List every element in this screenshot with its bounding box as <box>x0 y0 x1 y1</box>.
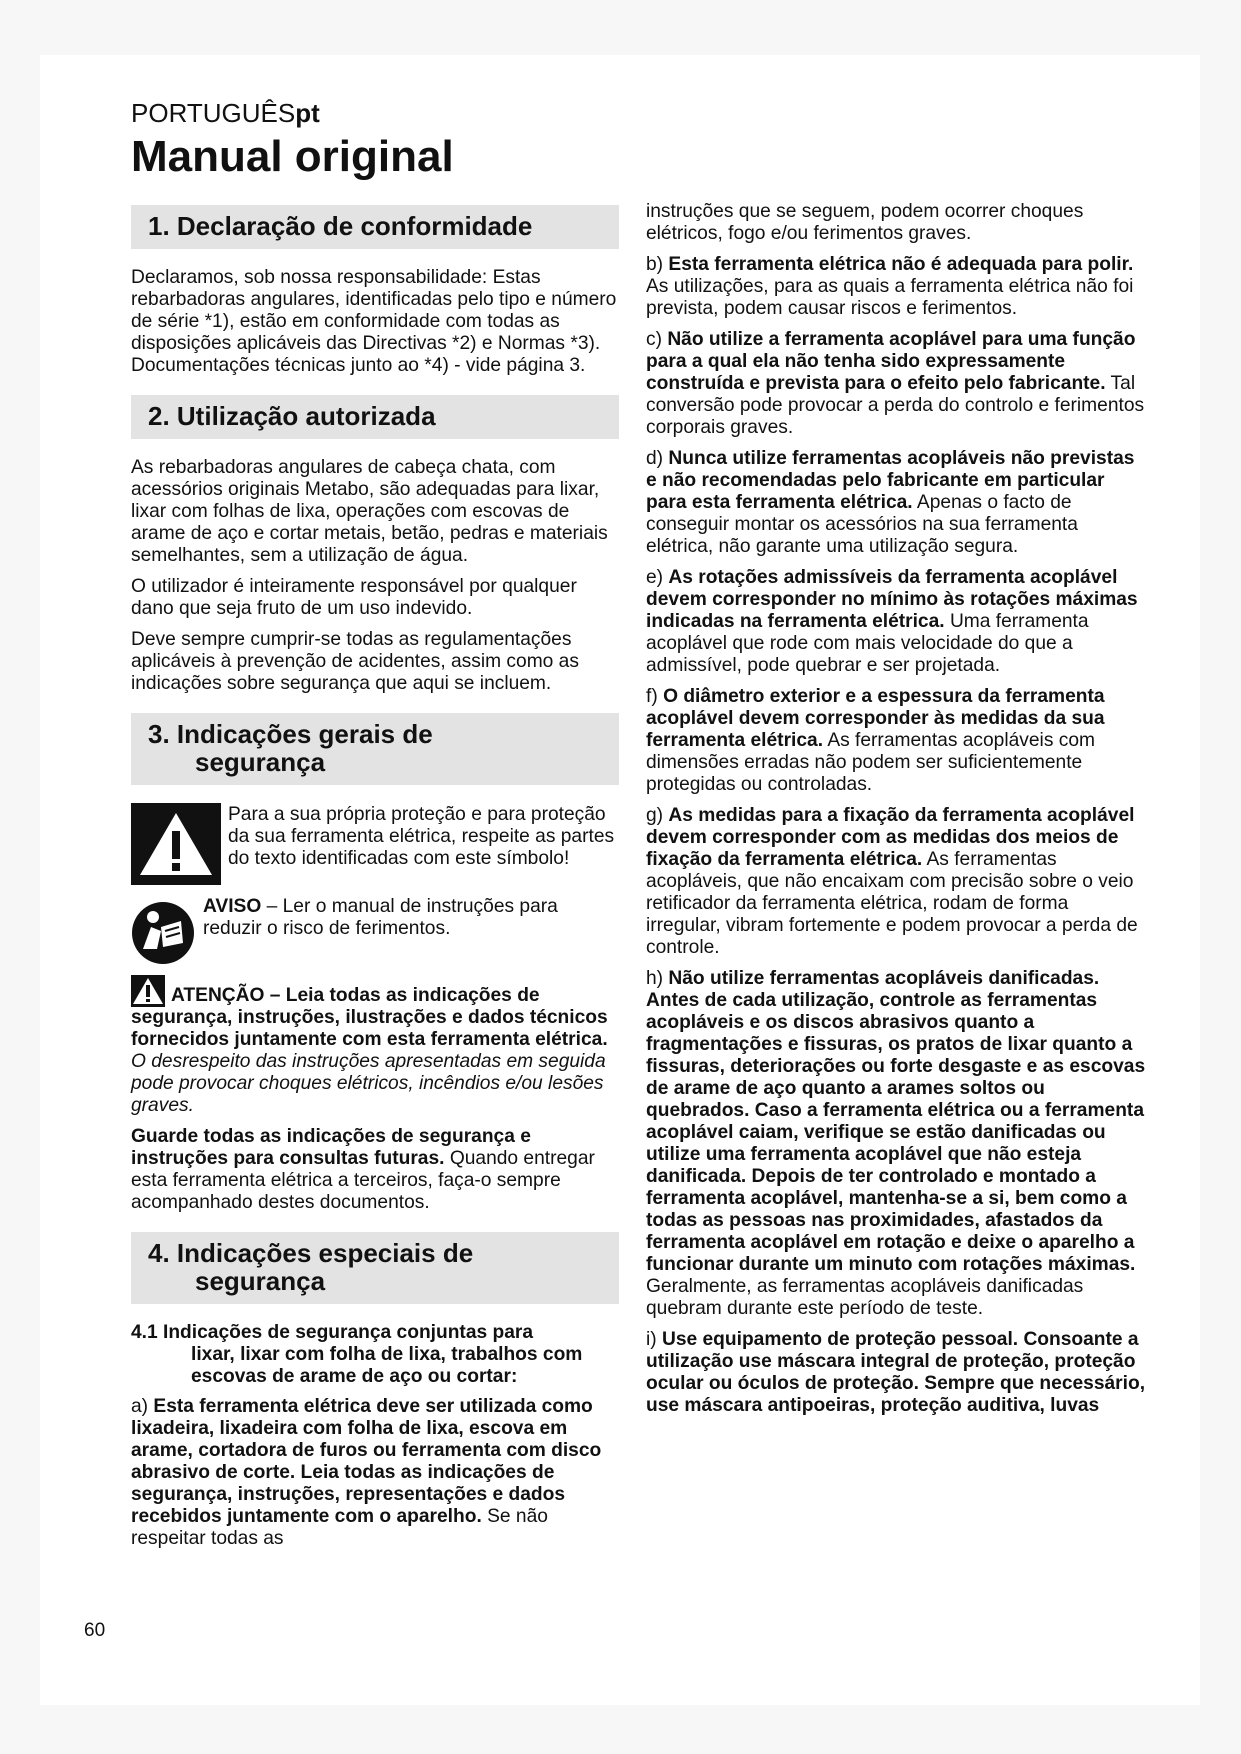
warning-triangle-icon <box>131 803 221 885</box>
item-i: i) Use equipamento de proteção pessoal. Consoante a utilização use máscara integral de proteção, proteção ocular ou óculos de proteção. Sempre que necessário, use máscara antipoeiras, proteção auditiva, luvas <box>646 1329 1146 1416</box>
right-column <box>646 201 1146 1426</box>
small-warning-icon <box>131 975 165 1007</box>
item-c: c) Não utilize a ferramenta acoplável para uma função para a qual ela não tenha sido expressamente construída e prevista para o efeito pelo fabricante. Tal conversão pode provocar a perda do controlo e ferimentos corporais graves. <box>646 329 1145 438</box>
aviso-text: AVISO – Ler o manual de instruções para reduzir o risco de ferimentos. <box>203 896 558 939</box>
item-g: g) As medidas para a fixação da ferramenta acoplável devem corresponder com as medidas dos meios de fixação da ferramenta elétrica. As ferramentas acopláveis, que não encaixam com precisão sobre o veio retificador da ferramenta elétrica, rodam de forma irregular, vibram fortemente e podem provocar a perda de controle. <box>646 805 1138 958</box>
item-h: h) Não utilize ferramentas acopláveis danificadas. Antes de cada utilização, controle as ferramentas acopláveis e os discos abrasivos quanto a fragmentações e fissuras, os pratos de lixar quanto a fissuras, deteriorações ou forte desgaste e as escovas de arame de aço quanto a arames soltos ou quebrados. Caso a ferramenta elétrica ou a ferramenta acoplável caiam, verifique se estão danificadas ou utilize uma ferramenta acoplável que não esteja danificada. Depois de ter controlado e montado a ferramenta acoplável, mantenha-se a si, bem como a todas as pessoas nas proximidades, afastados da ferramenta acoplável em rotação e deixe o aparelho a funcionar durante um minuto com rotações máximas. Geralmente, as ferramentas acopláveis danificadas quebram durante este período de teste. <box>646 968 1146 1319</box>
guarde-paragraph: Guarde todas as indicações de segurança e instruções para consultas futuras. Quando entregar esta ferramenta elétrica a terceiros, faça-o sempre acompanhado destes documentos. <box>131 1126 595 1213</box>
read-manual-icon <box>131 901 195 965</box>
item-f: f) O diâmetro exterior e a espessura da ferramenta acoplável devem corresponder às medidas da sua ferramenta elétrica. As ferramentas acopláveis com dimensões erradas não podem ser suficientemente protegidas ou controladas. <box>646 686 1105 795</box>
section-2-heading: 2. Utilização autorizada <box>131 395 619 439</box>
item-b: b) Esta ferramenta elétrica não é adequada para polir. As utilizações, para as quais a ferramenta elétrica não foi prevista, podem causar riscos e ferimentos. <box>646 254 1134 319</box>
section-2-paragraph: As rebarbadoras angulares de cabeça chata, com acessórios originais Metabo, são adequadas para lixar, lixar com folhas de lixa, operações com escovas de arame de aço e cortar metais, betão, pedras e materiais semelhantes, sem a utilização de água. <box>131 457 608 566</box>
section-3-heading: 3. Indicações gerais de segurança <box>131 713 619 785</box>
warning-symbol-text: Para a sua própria proteção e para proteção da sua ferramenta elétrica, respeite as partes do texto identificadas com este símbolo! <box>228 804 615 869</box>
section-1-body: Declaramos, sob nossa responsabilidade: Estas rebarbadoras angulares, identificadas pelo tipo e número de série *1), estão em conformidade com todas as disposições aplicáveis das Directivas *2) e Normas *3). Documentações técnicas junto ao *4) - vide página 3. <box>131 267 617 376</box>
item-d: d) Nunca utilize ferramentas acopláveis não previstas e não recomendadas pelo fabricante em particular para esta ferramenta elétrica. Apenas o facto de conseguir montar os acessórios na sua ferramenta elétrica, não garante uma utilização segura. <box>646 448 1135 557</box>
continued-text: instruções que se seguem, podem ocorrer choques elétricos, fogo e/ou ferimentos graves. <box>646 201 1084 244</box>
warning-symbol-row <box>131 803 619 885</box>
atencao-paragraph: ATENÇÃO – Leia todas as indicações de segurança, instruções, ilustrações e dados técnicos fornecidos juntamente com esta ferramenta elétrica. O desrespeito das instruções apresentadas em seguida pode provocar choques elétricos, incêndios e/ou lesões graves. <box>131 975 619 1117</box>
subsection-4-1-heading: 4.1 Indicações de segurança conjuntas para lixar, lixar com folha de lixa, trabalhos com escovas de arame de aço ou cortar: <box>131 1322 583 1387</box>
item-e: e) As rotações admissíveis da ferramenta acoplável devem corresponder no mínimo às rotações máximas indicadas na ferramenta elétrica. Uma ferramenta acoplável que rode com mais velocidade do que a admissível, pode quebrar e ser projetada. <box>646 567 1138 676</box>
left-column <box>131 205 619 1559</box>
section-4-heading: 4. Indicações especiais de segurança <box>131 1232 619 1304</box>
language-header: PORTUGUÊSpt <box>131 98 320 128</box>
section-1-heading: 1. Declaração de conformidade <box>131 205 619 249</box>
section-2-paragraph: O utilizador é inteiramente responsável por qualquer dano que seja fruto de um uso indevido. <box>131 576 577 619</box>
page-title: Manual original <box>131 132 454 181</box>
item-a: a) Esta ferramenta elétrica deve ser utilizada como lixadeira, lixadeira com folha de lixa, escova em arame, cortadora de furos ou ferramenta com disco abrasivo de corte. Leia todas as indicações de segurança, instruções, representações e dados recebidos juntamente com o aparelho. Se não respeitar todas as <box>131 1396 602 1549</box>
section-2-paragraph: Deve sempre cumprir-se todas as regulamentações aplicáveis à prevenção de acidentes, assim como as indicações sobre segurança que aqui se incluem. <box>131 629 579 694</box>
read-manual-row <box>131 895 619 965</box>
page-number: 60 <box>84 1620 106 1641</box>
